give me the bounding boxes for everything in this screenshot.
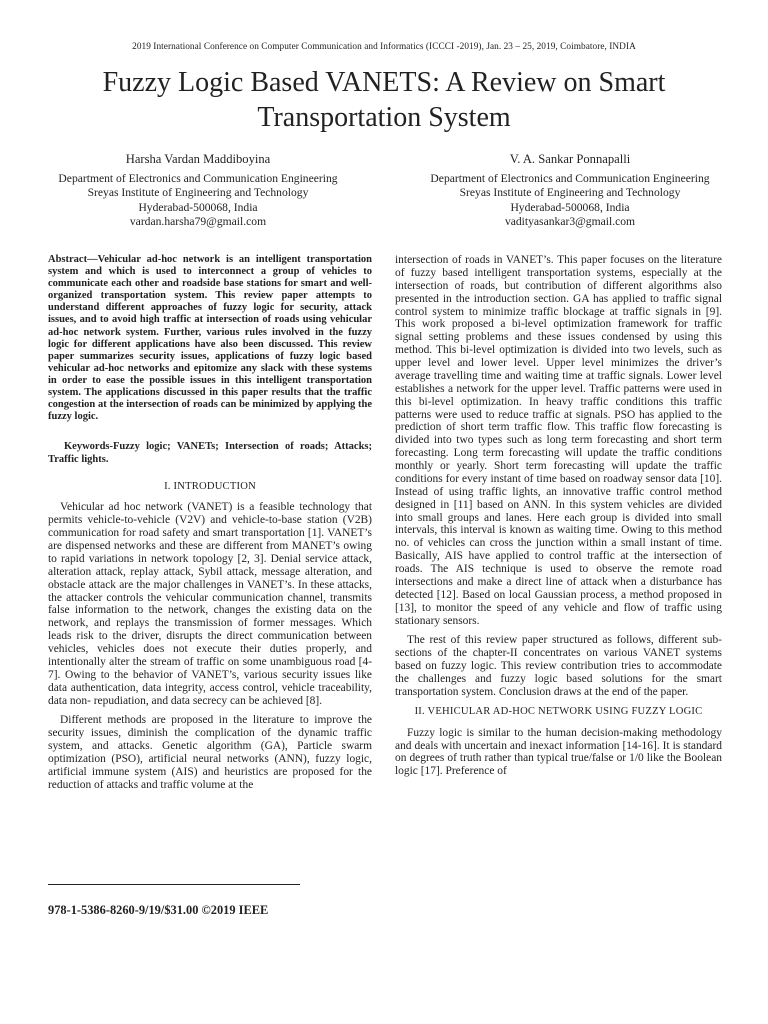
author-location: Hyderabad-500068, India	[138, 200, 258, 214]
intro-paragraph-1: Vehicular ad hoc network (VANET) is a feasible technology that permits vehicle-to-vehicle (V2V) and vehicle-to-base station (V2B) communication for road safety and smart transportation [1]. VANET’s are dispensed networks and these are different from MANET’s owing to rapid variations in network topology [2, 3]. Denial service attack, alteration attack, replay attack, Sybil attack, message alteration, and obstacle attack are the major challenges in VANET’s. In these attacks, the attacker controls the vehicular communication channel, transmits false information to the network, changes the existing data on the network, and replays the transmission of former messages. Which leads risk to the driver, disrupts the direct communication between vehicles, vehicles does not execute their duties properly, and intentionally alter the stream of traffic on some unambiguous road [4-7]. Owing to the behavior of VANET’s, various security issues like data authentication, data integrity, access control, vehicle traceability, data non- repudiation, and data secrecy can be achieved [8].	[48, 501, 372, 707]
right-column	[395, 254, 722, 785]
intro-paragraph-2: Different methods are proposed in the literature to improve the security issues, diminish the complication of the dynamic traffic system, and attacks. Genetic algorithm (GA), Particle swarm optimization (PSO), artificial neural networks (ANN), fuzzy logic, artificial immune system (AIS) and heuristics are proposed for the reduction of attacks and traffic volume at the	[48, 714, 372, 791]
author-department: Department of Electronics and Communication Engineering	[58, 171, 338, 185]
author-name: Harsha Vardan Maddiboyina	[125, 152, 271, 166]
conference-header: 2019 International Conference on Computer Communication and Informatics (ICCCI -2019), Jan. 23 – 25, 2019, Coimbatore, INDIA	[132, 42, 636, 52]
author-institute: Sreyas Institute of Engineering and Technology	[87, 186, 309, 200]
author-block-1	[28, 152, 368, 230]
keywords: Keywords-Fuzzy logic; VANETs; Intersection of roads; Attacks; Traffic lights.	[48, 441, 372, 465]
intro-paragraph-4: The rest of this review paper structured as follows, different sub-sections of the chapter-II concentrates on various VANET systems based on fuzzy logic. This review contribution tries to accommodate the challenges and fuzzy logic based solutions for the smart transportation system. Conclusion draws at the end of the paper.	[395, 634, 722, 698]
section-heading-2: II. VEHICULAR AD-HOC NETWORK USING FUZZY LOGIC	[414, 705, 703, 717]
section2-paragraph-1: Fuzzy logic is similar to the human decision-making methodology and deals with uncertain and inexact information [14-16]. It is standard on degrees of truth rather than typical true/false or 1/0 like the Boolean logic [17]. Preference of	[395, 726, 722, 778]
author-institute: Sreyas Institute of Engineering and Technology	[459, 186, 681, 200]
author-email: vardan.harsha79@gmail.com	[129, 215, 267, 229]
paper-title: Fuzzy Logic Based VANETS: A Review on Smart Transportation System	[102, 67, 666, 133]
author-department: Department of Electronics and Communication Engineering	[430, 171, 710, 185]
left-column	[48, 254, 372, 799]
author-email: vadityasankar3@gmail.com	[504, 215, 636, 229]
author-location: Hyderabad-500068, India	[510, 200, 630, 214]
section-heading-introduction: I. INTRODUCTION	[164, 480, 256, 492]
author-name: V. A. Sankar Ponnapalli	[509, 152, 631, 166]
author-block-2	[400, 152, 740, 230]
abstract: Abstract—Vehicular ad-hoc network is an intelligent transportation system and which is used to interconnect a group of vehicles to communicate each other and roadside base stations for smart and well-organized transportation system. This review paper attempts to understand different approaches of fuzzy logic for security, attack issues, and to avoid high traffic at intersection of roads using vehicular ad-hoc network system. Further, various rules involved in the fuzzy logic for different applications have also been discussed. This review paper summarizes security issues, applications of fuzzy logic based vehicular ad-hoc networks and epitomize any slack with these systems in order to ease the possible issues in this intelligent transportation system. The applications discussed in this paper results that the traffic congestion at the intersection of roads can be minimized by applying the fuzzy logic.	[48, 254, 372, 423]
footer-rule	[48, 884, 300, 885]
intro-paragraph-3: intersection of roads in VANET’s. This paper focuses on the literature of fuzzy based intelligent transportation systems, especially at the intersection of roads, but contribution of different algorithms also presented in the introduction section. GA has applied to traffic signal control system to minimize traffic blockage at traffic signals in [9]. This work proposed a bi-level optimization framework for traffic signal setting problems and these issues condensed by using this method. This bi-level optimization is divided into two levels, such as upper level and lower level. Upper level minimizes the driver’s average travelling time and waiting time at traffic signals. Lower level establishes a network for the upper level. Traffic patterns were used in this bi-level optimization. In heavy traffic conditions this traffic patterns were used to reduce traffic at signals. PSO has applied to the prediction of short term traffic flow. This traffic flow forecasting is divided into two types such as long term forecasting and short term forecasting. Long term forecasting will update the traffic conditions monthly or yearly. Short term forecasting will update the traffic conditions for every instant of time based on roadway sensor data [10]. Instead of using traffic lights, an innovative traffic control method designed in [11] based on ANN. In this system vehicles are divided into small groups and lanes. Here each group is divided into small intervals, this interval is known as waiting time. Owing to this method no. of vehicles can cross the junction within a small instant of time. Basically, AIS have applied to control traffic at the intersection of roads. The AIS technique is used to observe the remote road intersections and make a direct line of attack when a disturbance has detected [12]. Based on local Gaussian process, a method proposed in [13], to monitor the speed of any vehicle and flow of traffic using stationary sensors.	[395, 254, 722, 627]
copyright-footer: 978-1-5386-8260-9/19/$31.00 ©2019 IEEE	[48, 903, 269, 917]
